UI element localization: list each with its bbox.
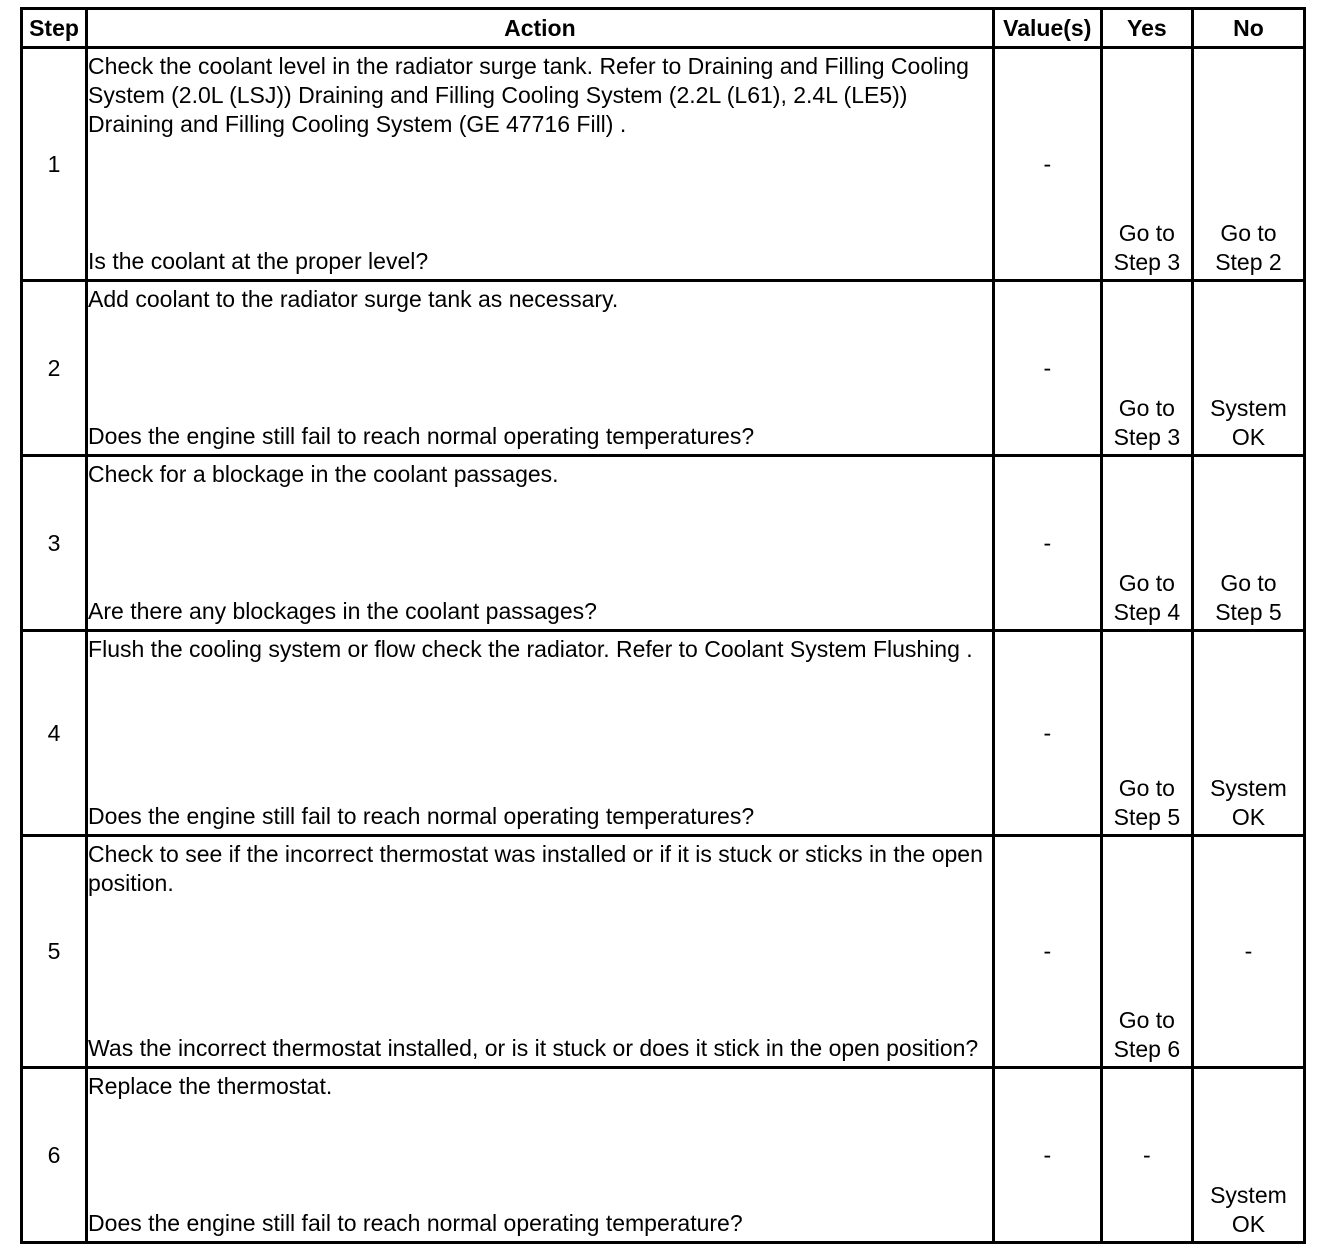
action-instruction: Check for a blockage in the coolant passages. (88, 461, 559, 487)
action-question: Does the engine still fail to reach normal operating temperatures? (88, 423, 755, 449)
action-question: Is the coolant at the proper level? (88, 248, 429, 274)
step-number: 4 (22, 631, 87, 836)
header-values: Value(s) (993, 9, 1101, 48)
table-row (22, 631, 1305, 836)
action-instruction: Check to see if the incorrect thermostat was installed or if it is stuck or sticks in the open position. (88, 841, 983, 896)
table-row (22, 48, 1305, 281)
value-cell: - (993, 456, 1101, 631)
step-number: 5 (22, 836, 87, 1068)
diagnostic-table (20, 7, 1306, 1244)
table-row (22, 1068, 1305, 1243)
no-cell: System OK (1192, 631, 1304, 836)
step-number: 2 (22, 281, 87, 456)
no-cell: System OK (1192, 1068, 1304, 1243)
value-cell: - (993, 836, 1101, 1068)
value-cell: - (993, 281, 1101, 456)
yes-cell: Go to Step 3 (1101, 281, 1192, 456)
no-cell: Go to Step 2 (1192, 48, 1304, 281)
yes-cell: Go to Step 5 (1101, 631, 1192, 836)
yes-cell: Go to Step 6 (1101, 836, 1192, 1068)
action-cell (87, 1068, 994, 1243)
yes-cell: Go to Step 3 (1101, 48, 1192, 281)
yes-cell: - (1101, 1068, 1192, 1243)
step-number: 1 (22, 48, 87, 281)
table-row (22, 281, 1305, 456)
action-question: Are there any blockages in the coolant passages? (88, 598, 597, 624)
step-number: 3 (22, 456, 87, 631)
action-instruction: Check the coolant level in the radiator surge tank. Refer to Draining and Filling Cooling System (2.0L (LSJ)) Draining and Filling Cooling System (2.2L (L61), 2.4L (LE5)) Draining and Filling Cooling System (GE 47716 Fill) . (88, 53, 969, 137)
value-cell: - (993, 631, 1101, 836)
action-cell (87, 631, 994, 836)
action-cell (87, 836, 994, 1068)
action-instruction: Add coolant to the radiator surge tank as necessary. (88, 286, 619, 312)
no-cell: Go to Step 5 (1192, 456, 1304, 631)
action-cell (87, 456, 994, 631)
value-cell: - (993, 48, 1101, 281)
header-no: No (1192, 9, 1304, 48)
table-row (22, 456, 1305, 631)
yes-cell: Go to Step 4 (1101, 456, 1192, 631)
action-question: Does the engine still fail to reach normal operating temperatures? (88, 803, 755, 829)
header-step: Step (22, 9, 87, 48)
header-row (22, 9, 1305, 48)
table-row (22, 836, 1305, 1068)
no-cell: - (1192, 836, 1304, 1068)
step-number: 6 (22, 1068, 87, 1243)
action-cell (87, 281, 994, 456)
action-question: Was the incorrect thermostat installed, or is it stuck or does it stick in the open position? (88, 1035, 979, 1061)
no-cell: System OK (1192, 281, 1304, 456)
value-cell: - (993, 1068, 1101, 1243)
action-question: Does the engine still fail to reach normal operating temperature? (88, 1210, 743, 1236)
header-yes: Yes (1101, 9, 1192, 48)
action-instruction: Replace the thermostat. (88, 1073, 333, 1099)
action-instruction: Flush the cooling system or flow check the radiator. Refer to Coolant System Flushing . (88, 636, 973, 662)
action-cell (87, 48, 994, 281)
header-action: Action (87, 9, 994, 48)
